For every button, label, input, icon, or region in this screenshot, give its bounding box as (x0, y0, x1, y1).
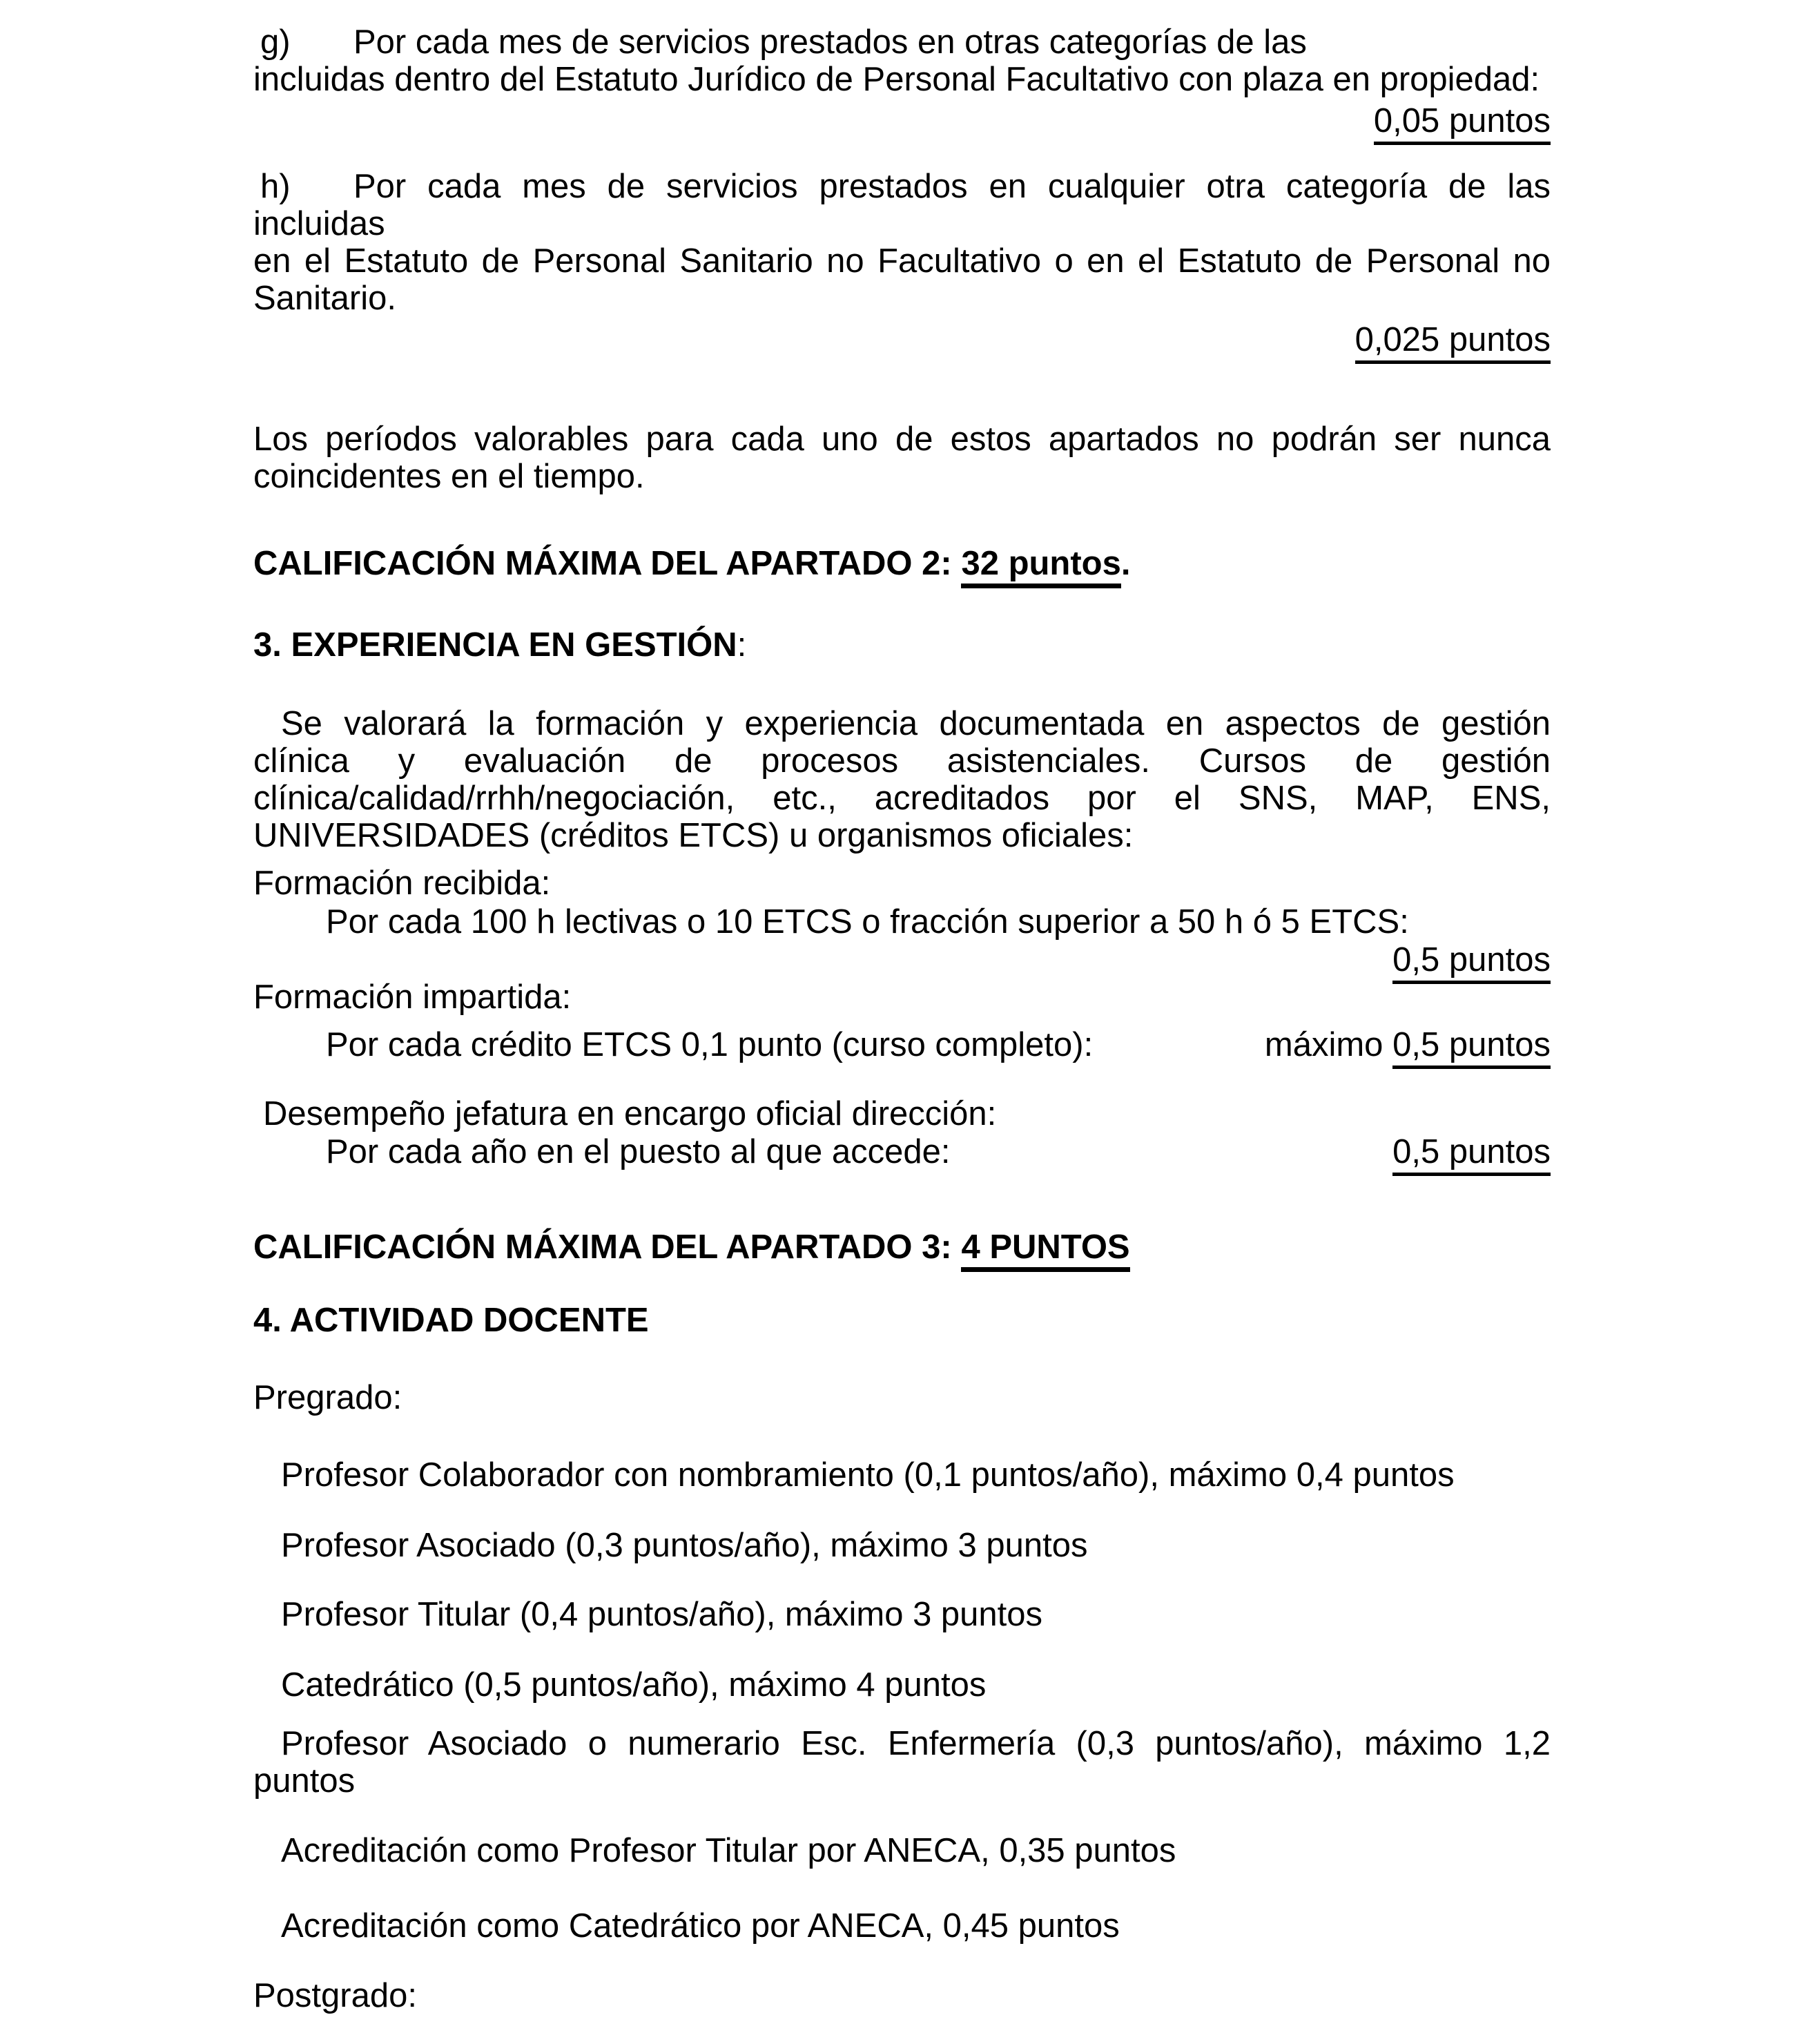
acreditacion-item-1-text: Acreditación como Profesor Titular por ANECA, 0,35 puntos (281, 1832, 1176, 1869)
formacion-recibida-points-line (253, 941, 1551, 978)
item-h-points-value: 0,025 puntos (1355, 321, 1551, 364)
seccion3-title: 3. EXPERIENCIA EN GESTIÓN (253, 626, 737, 664)
calificacion-apartado2-heading (253, 545, 1551, 582)
enfermeria-item-line1 (253, 1725, 1551, 1762)
docencia-item-4 (253, 1666, 1551, 1704)
postgrado-label (253, 1977, 1551, 2014)
acreditacion-item-2-text: Acreditación como Catedrático por ANECA, 0,45 puntos (281, 1907, 1120, 1945)
desempeno-item-line (253, 1133, 1551, 1176)
enfermeria-item-text2: puntos (253, 1762, 356, 1800)
formacion-recibida-text: Formación recibida: (253, 865, 551, 902)
gestion-intro-line4 (253, 817, 1551, 854)
gestion-intro-text4: UNIVERSIDADES (créditos ETCS) u organismos oficiales: (253, 817, 1134, 854)
item-h-line1 (253, 168, 1551, 242)
desempeno-label (253, 1095, 1551, 1132)
periodos-line2 (253, 458, 1551, 495)
desempeno-item-text: Por cada año en el puesto al que accede: (326, 1133, 951, 1170)
gestion-intro-line1 (253, 705, 1551, 742)
item-h-line3 (253, 280, 1551, 317)
docencia-item-2 (253, 1527, 1551, 1564)
seccion3-heading (253, 626, 1551, 664)
item-g-line1 (253, 23, 1551, 61)
item-g-points-line (253, 102, 1551, 139)
formacion-recibida-item-text: Por cada 100 h lectivas o 10 ETCS o fracción superior a 50 h ó 5 ETCS: (326, 903, 1409, 941)
calificacion-apartado3-value: 4 PUNTOS (961, 1228, 1129, 1272)
docencia-item-1 (253, 1456, 1551, 1494)
seccion3-colon: : (737, 626, 747, 664)
formacion-impartida-item-text: Por cada crédito ETCS 0,1 punto (curso completo): (326, 1026, 1094, 1063)
gestion-intro-text1: Se valorará la formación y experiencia documentada en aspectos de gestión (281, 705, 1551, 742)
gestion-intro-text3: clínica/calidad/rrhh/negociación, etc., acreditados por el SNS, MAP, ENS, (253, 780, 1551, 817)
item-h-text3: Sanitario. (253, 280, 397, 317)
formacion-impartida-points-prefix: máximo (1264, 1026, 1383, 1063)
seccion4-heading (253, 1302, 1551, 1339)
pregrado-text: Pregrado: (253, 1379, 402, 1416)
docencia-item-2-text: Profesor Asociado (0,3 puntos/año), máximo 3 puntos (281, 1527, 1088, 1564)
periodos-text2: coincidentes en el tiempo. (253, 458, 645, 495)
seccion4-title: 4. ACTIVIDAD DOCENTE (253, 1302, 649, 1339)
gestion-intro-text2: clínica y evaluación de procesos asistenciales. Cursos de gestión (253, 742, 1551, 780)
docencia-item-1-text: Profesor Colaborador con nombramiento (0,1 puntos/año), máximo 0,4 puntos (281, 1456, 1455, 1494)
periodos-line1 (253, 421, 1551, 458)
gestion-intro-line3 (253, 780, 1551, 817)
desempeno-text: Desempeño jefatura en encargo oficial dirección: (263, 1095, 997, 1132)
postgrado-text: Postgrado: (253, 1977, 417, 2014)
item-g-label: g) (260, 23, 291, 61)
item-h-line2 (253, 242, 1551, 280)
item-g-text1: Por cada mes de servicios prestados en otras categorías de las (353, 23, 1307, 61)
enfermeria-item-line2 (253, 1762, 1551, 1800)
item-h-label: h) (260, 168, 291, 205)
item-g-text2: incluidas dentro del Estatuto Jurídico de Personal Facultativo con plaza en propiedad: (253, 61, 1540, 98)
item-h-text1: Por cada mes de servicios prestados en cualquier otra categoría de las incluidas (253, 168, 1551, 242)
formacion-recibida-points-value: 0,5 puntos (1392, 941, 1551, 984)
calificacion-apartado2-period: . (1120, 545, 1131, 582)
item-g-points-value: 0,05 puntos (1374, 102, 1551, 145)
calificacion-apartado2-label: CALIFICACIÓN MÁXIMA DEL APARTADO 2: (253, 545, 952, 582)
formacion-impartida-text: Formación impartida: (253, 978, 572, 1016)
calificacion-apartado3-heading (253, 1228, 1551, 1266)
docencia-item-3-text: Profesor Titular (0,4 puntos/año), máximo 3 puntos (281, 1596, 1043, 1633)
formacion-recibida-label (253, 865, 1551, 902)
pregrado-label (253, 1379, 1551, 1416)
acreditacion-item-2 (253, 1907, 1551, 1945)
calificacion-apartado3-label: CALIFICACIÓN MÁXIMA DEL APARTADO 3: (253, 1228, 952, 1266)
docencia-item-3 (253, 1596, 1551, 1633)
calificacion-apartado2-value: 32 puntos (961, 545, 1120, 588)
docencia-item-4-text: Catedrático (0,5 puntos/año), máximo 4 puntos (281, 1666, 987, 1704)
periodos-text1: Los períodos valorables para cada uno de estos apartados no podrán ser nunca (253, 421, 1551, 458)
item-g-line2 (253, 61, 1551, 98)
desempeno-points-value: 0,5 puntos (1392, 1133, 1551, 1176)
formacion-recibida-item (253, 903, 1551, 941)
formacion-impartida-points (1265, 1026, 1551, 1063)
acreditacion-item-1 (253, 1832, 1551, 1869)
formacion-impartida-points-value: 0,5 puntos (1392, 1026, 1551, 1069)
formacion-impartida-label (253, 978, 1551, 1016)
item-h-text2: en el Estatuto de Personal Sanitario no Facultativo o en el Estatuto de Personal no (253, 242, 1551, 280)
enfermeria-item-text1: Profesor Asociado o numerario Esc. Enfermería (0,3 puntos/año), máximo 1,2 (281, 1725, 1551, 1762)
formacion-impartida-item-line (253, 1026, 1551, 1063)
item-h-points-line (253, 321, 1551, 358)
gestion-intro-line2 (253, 742, 1551, 780)
